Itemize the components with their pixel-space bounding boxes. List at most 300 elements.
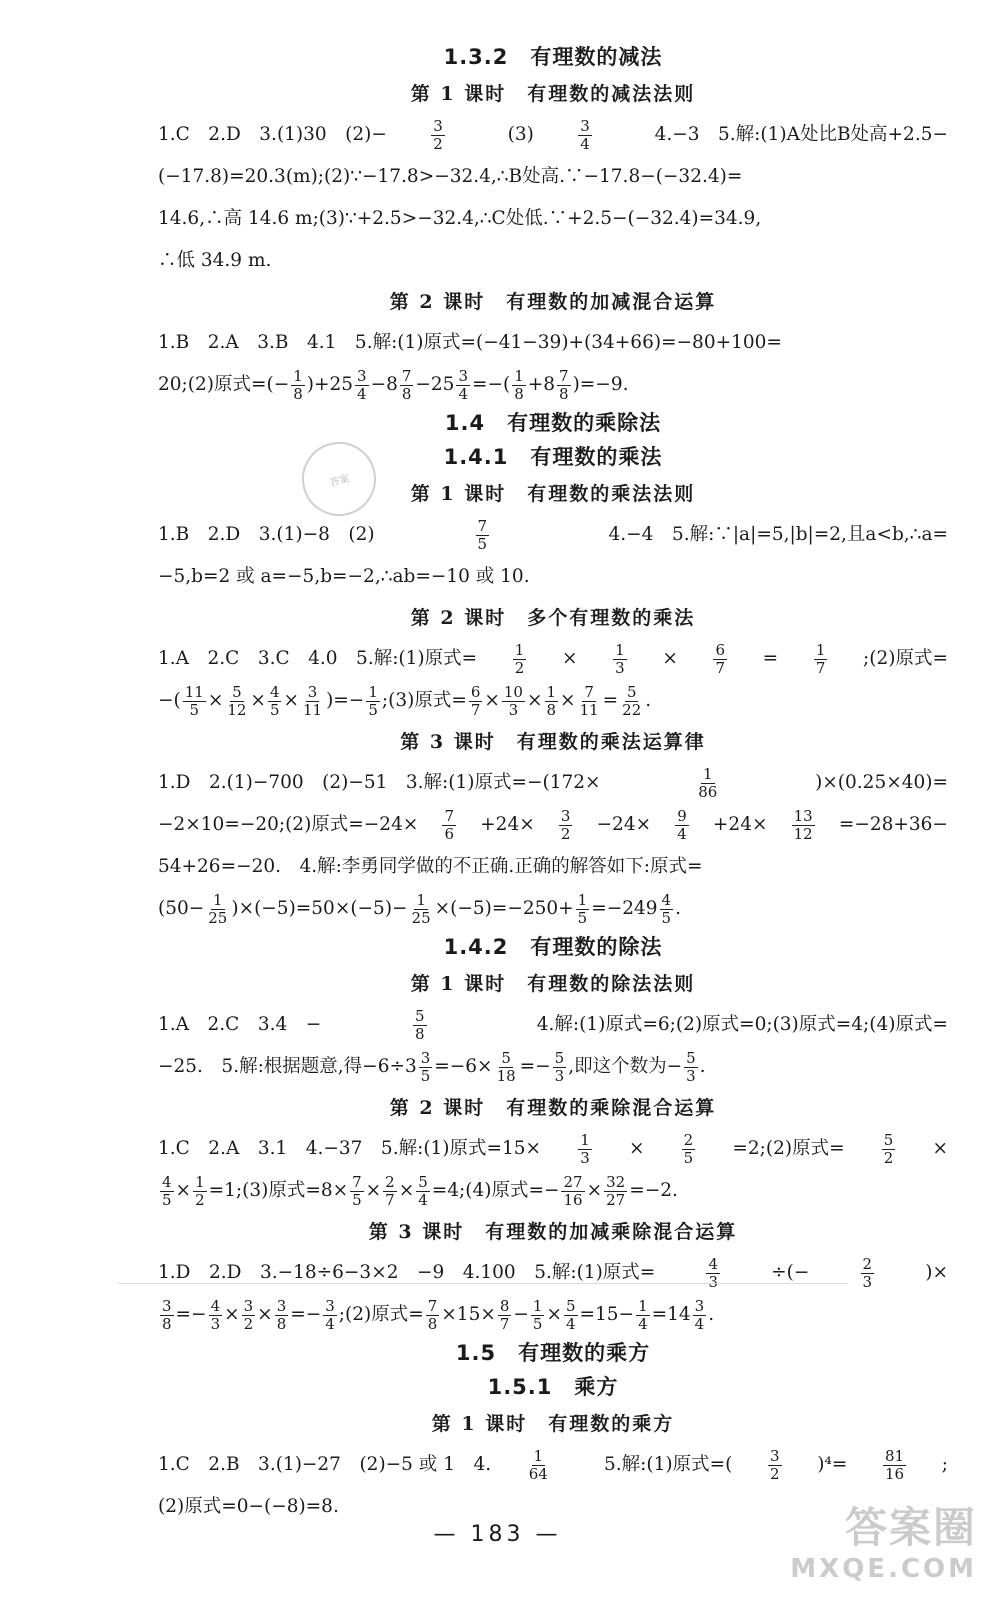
section-heading: 1.5 有理数的乘方	[455, 1341, 651, 1365]
answer-paragraph	[158, 322, 948, 406]
fraction-numerator: 1	[815, 640, 826, 659]
text-run: ×	[546, 1304, 562, 1325]
text-run: =	[602, 690, 619, 711]
text-run: ÷(−	[771, 1262, 810, 1283]
text-run: +8	[527, 374, 556, 395]
text-run: +24×	[480, 814, 535, 835]
text-run: ∴低 34.9 m.	[158, 250, 272, 271]
answer-content	[158, 40, 948, 1528]
fraction-numerator: 8	[499, 1296, 510, 1315]
text-run: ×	[398, 1180, 415, 1201]
fraction-numerator: 3	[420, 1048, 431, 1067]
fraction	[576, 892, 590, 927]
answer-line	[158, 1046, 948, 1088]
fraction-numerator: 3	[560, 806, 571, 825]
fraction	[814, 642, 828, 677]
answer-line	[158, 804, 948, 846]
fraction	[578, 118, 592, 153]
answer-line	[158, 1294, 948, 1336]
fraction-numerator: 3	[694, 1296, 705, 1315]
fraction	[559, 808, 573, 843]
fraction	[419, 1050, 433, 1085]
answer-paragraph	[158, 114, 948, 282]
watermark-line1: 答案圈	[844, 1503, 977, 1552]
fraction-denominator: 8	[427, 1314, 438, 1333]
fraction	[469, 684, 483, 719]
text-run: ;(3)原式=	[381, 690, 467, 711]
fraction	[209, 1298, 223, 1333]
fraction-numerator: 1	[638, 1296, 648, 1315]
lesson-heading: 第 1 课时 有理数的乘方	[431, 1413, 675, 1435]
fraction-denominator: 3	[615, 658, 625, 677]
text-run: 14.6,∴高 14.6 m;(3)∵+2.5>−32.4,∴C处低.∵+2.5−(−32.4)=34.9,	[158, 208, 762, 229]
fraction	[426, 1298, 440, 1333]
fraction	[242, 1298, 256, 1333]
fraction	[193, 1174, 207, 1209]
fraction	[768, 1448, 782, 1483]
divider-rule	[118, 1283, 848, 1284]
fraction-denominator: 4	[357, 384, 367, 403]
fraction-denominator: 5	[661, 908, 672, 927]
text-run: 1.D 2.D 3.−18÷6−3×2 −9 4.100 5.解:(1)原式=	[158, 1262, 656, 1283]
fraction-numerator: 4	[661, 890, 672, 909]
fraction-denominator: 27	[606, 1190, 626, 1209]
text-run: =−(	[471, 374, 511, 395]
text-run: (−17.8)=20.3(m);(2)∵−17.8>−32.4,∴B处高.∵−17.8−(−32.4)=	[158, 166, 743, 187]
fraction-numerator: 9	[677, 806, 687, 825]
fraction-numerator: 1	[195, 1172, 205, 1191]
text-run: −25	[415, 374, 455, 395]
fraction	[882, 1132, 896, 1167]
fraction-denominator: 3	[580, 1148, 590, 1167]
fraction-denominator: 3	[210, 1314, 221, 1333]
fraction-denominator: 8	[414, 1024, 425, 1043]
fraction-numerator: 32	[606, 1172, 626, 1191]
fraction-numerator: 5	[883, 1130, 894, 1149]
fraction-numerator: 3	[162, 1296, 172, 1315]
fraction-denominator: 3	[686, 1066, 696, 1085]
fraction-numerator: 27	[563, 1172, 583, 1191]
lesson-heading: 第 2 课时 多个有理数的乘法	[410, 607, 696, 629]
fraction	[183, 684, 206, 719]
text-run: =−	[290, 1304, 322, 1325]
fraction	[476, 518, 490, 553]
fraction	[456, 368, 470, 403]
fraction	[693, 1298, 707, 1333]
fraction-denominator: 2	[514, 658, 525, 677]
fraction	[160, 1298, 174, 1333]
text-run: ;(2)原式=	[338, 1304, 424, 1325]
fraction-numerator: 2	[862, 1254, 873, 1273]
fraction-numerator: 2	[683, 1130, 694, 1149]
fraction-numerator: 13	[793, 806, 813, 825]
fraction-denominator: 64	[528, 1464, 548, 1483]
answer-paragraph	[158, 638, 948, 722]
text-run: ×	[224, 1304, 240, 1325]
fraction-denominator: 4	[565, 1314, 576, 1333]
fraction-denominator: 2	[195, 1190, 205, 1209]
fraction	[442, 808, 456, 843]
fraction-numerator: 1	[213, 890, 223, 909]
fraction	[604, 1174, 627, 1209]
fraction-numerator: 1	[368, 682, 378, 701]
fraction-denominator: 7	[715, 658, 726, 677]
fraction-numerator: 3	[580, 116, 590, 135]
fraction	[561, 1174, 584, 1209]
answer-line	[158, 114, 948, 156]
fraction-denominator: 2	[560, 824, 571, 843]
text-run: .	[699, 1056, 706, 1077]
text-run: ×(−5)=−250+	[434, 898, 574, 919]
text-run: ×	[257, 1304, 273, 1325]
fraction-numerator: 1	[532, 1296, 543, 1315]
lesson-heading: 第 2 课时 有理数的乘除混合运算	[389, 1097, 717, 1119]
answer-line	[158, 1128, 948, 1170]
fraction-numerator: 4	[162, 1172, 172, 1191]
answer-line	[158, 1004, 948, 1046]
text-run: −25. 5.解:根据题意,得−6÷3	[158, 1056, 417, 1077]
fraction	[268, 684, 282, 719]
fraction-numerator: 5	[626, 682, 637, 701]
fraction	[513, 642, 527, 677]
fraction-denominator: 5	[368, 700, 378, 719]
answer-line	[158, 638, 948, 680]
text-run: =−249	[591, 898, 658, 919]
text-run: .	[708, 1304, 715, 1325]
text-run: )=−	[326, 690, 365, 711]
fraction-numerator: 5	[414, 1006, 425, 1025]
fraction-denominator: 8	[293, 384, 303, 403]
fraction-numerator: 1	[546, 682, 557, 701]
text-run: 1.B 2.D 3.(1)−8 (2)	[158, 524, 375, 545]
fraction-numerator: 7	[427, 1296, 438, 1315]
text-run: 4.−4 5.解:∵|a|=5,|b|=2,且a<b,∴a=	[590, 524, 948, 545]
text-run: =−28+36−	[838, 814, 948, 835]
fraction-numerator: 3	[325, 1296, 335, 1315]
fraction	[502, 684, 525, 719]
fraction	[620, 684, 643, 719]
text-run: =4;(4)原式=−	[431, 1180, 560, 1201]
fraction-denominator: 16	[884, 1464, 905, 1483]
fraction	[883, 1448, 906, 1483]
answer-line	[158, 846, 948, 888]
fraction-numerator: 1	[514, 640, 525, 659]
text-run: =−2.	[629, 1180, 678, 1201]
section-heading: 1.3.2 有理数的减法	[443, 45, 663, 69]
fraction	[301, 684, 324, 719]
fraction-denominator: 5	[477, 534, 488, 553]
text-run: )+25	[306, 374, 354, 395]
fraction-denominator: 4	[638, 1314, 648, 1333]
fraction-numerator: 3	[458, 366, 468, 385]
text-run: )×(−5)=50×(−5)−	[231, 898, 408, 919]
answer-line	[158, 514, 948, 556]
fraction	[792, 808, 815, 843]
answer-line	[158, 240, 948, 282]
fraction-numerator: 11	[184, 682, 204, 701]
fraction	[613, 642, 627, 677]
text-run: ×	[207, 690, 224, 711]
text-run: ×	[175, 1180, 192, 1201]
fraction	[861, 1256, 875, 1291]
fraction	[660, 892, 674, 927]
fraction	[160, 1174, 174, 1209]
fraction-denominator: 25	[411, 908, 431, 927]
fraction-numerator: 1	[293, 366, 303, 385]
lesson-heading: 第 1 课时 有理数的减法法则	[410, 83, 696, 105]
fraction-denominator: 3	[508, 700, 519, 719]
text-run: ×	[484, 690, 500, 711]
fraction-denominator: 12	[793, 824, 813, 843]
answer-line	[158, 556, 948, 598]
fraction	[275, 1298, 289, 1333]
fraction	[416, 1174, 430, 1209]
text-run: −(	[158, 690, 181, 711]
text-run: 4.解:(1)原式=6;(2)原式=0;(3)原式=4;(4)原式=	[518, 1014, 948, 1035]
fraction-numerator: 10	[503, 682, 523, 701]
answer-line	[158, 1444, 948, 1486]
fraction-denominator: 7	[470, 700, 481, 719]
text-run: =−	[175, 1304, 207, 1325]
fraction-denominator: 4	[694, 1314, 705, 1333]
text-run: .	[645, 690, 652, 711]
fraction-numerator: 7	[444, 806, 455, 825]
text-run: =−	[519, 1056, 551, 1077]
text-run: =1;(3)原式=8×	[208, 1180, 349, 1201]
answer-line	[158, 762, 948, 804]
fraction-denominator: 5	[352, 1190, 362, 1209]
text-run: ×	[283, 690, 299, 711]
answer-line	[158, 1252, 948, 1294]
text-run: −8	[370, 374, 398, 395]
text-run: ×	[586, 1180, 603, 1201]
section-heading: 1.5.1 乘方	[487, 1375, 619, 1399]
fraction	[696, 766, 719, 801]
fraction-numerator: 5	[565, 1296, 576, 1315]
fraction	[350, 1174, 364, 1209]
text-run: ;(2)原式=	[863, 648, 948, 669]
fraction-denominator: 2	[243, 1314, 254, 1333]
answer-paragraph	[158, 514, 948, 598]
section-heading: 1.4.1 有理数的乘法	[443, 445, 663, 469]
text-run: −	[513, 1304, 529, 1325]
fraction-numerator: 4	[210, 1296, 221, 1315]
text-run: ×	[250, 690, 266, 711]
watermark-logo	[787, 1502, 977, 1592]
fraction-denominator: 8	[546, 700, 557, 719]
fraction	[682, 1132, 696, 1167]
text-run: 54+26=−20. 4.解:李勇同学做的不正确.正确的解答如下:原式=	[158, 856, 703, 877]
answer-paragraph	[158, 1004, 948, 1088]
answer-line	[158, 156, 948, 198]
fraction-denominator: 4	[418, 1190, 428, 1209]
fraction	[578, 684, 601, 719]
fraction-denominator: 8	[559, 384, 569, 403]
fraction	[366, 684, 380, 719]
watermark-line2: MXQE.COM	[790, 1554, 977, 1584]
text-run: ×	[662, 648, 678, 669]
fraction-numerator: 2	[385, 1172, 395, 1191]
fraction-numerator: 1	[703, 764, 713, 783]
fraction-numerator: 4	[269, 682, 280, 701]
answer-line	[158, 364, 948, 406]
fraction	[431, 118, 445, 153]
lesson-heading: 第 3 课时 有理数的乘法运算律	[400, 731, 706, 753]
fraction	[557, 368, 571, 403]
fraction	[553, 1050, 567, 1085]
fraction-numerator: 3	[357, 366, 367, 385]
text-run: 1.A 2.C 3.C 4.0 5.解:(1)原式=	[158, 648, 478, 669]
fraction-numerator: 7	[401, 366, 412, 385]
fraction-denominator: 8	[514, 384, 524, 403]
fraction-denominator: 86	[698, 782, 718, 801]
fraction	[527, 1448, 550, 1483]
fraction-numerator: 3	[276, 1296, 287, 1315]
fraction	[291, 368, 305, 403]
fraction	[410, 892, 433, 927]
fraction-denominator: 8	[276, 1314, 287, 1333]
fraction	[495, 1050, 518, 1085]
fraction	[323, 1298, 337, 1333]
text-run: (50−	[158, 898, 205, 919]
section-heading: 1.4 有理数的乘除法	[444, 411, 662, 435]
fraction-denominator: 12	[227, 700, 247, 719]
fraction-numerator: 5	[686, 1048, 696, 1067]
answer-paragraph	[158, 762, 948, 930]
lesson-heading: 第 1 课时 有理数的除法法则	[410, 973, 696, 995]
fraction-numerator: 4	[708, 1254, 718, 1273]
fraction-denominator: 25	[208, 908, 228, 927]
answer-line	[158, 888, 948, 930]
text-run: ×	[628, 1138, 645, 1159]
fraction	[578, 1132, 592, 1167]
text-run: )×	[925, 1262, 948, 1283]
fraction	[545, 684, 559, 719]
fraction	[684, 1050, 698, 1085]
fraction-numerator: 6	[470, 682, 481, 701]
answer-paragraph	[158, 1128, 948, 1212]
text-run: (2)原式=0−(−8)=8.	[158, 1496, 339, 1517]
fraction-denominator: 5	[189, 700, 200, 719]
stamp-text: 答案	[328, 473, 351, 489]
fraction-numerator: 3	[307, 682, 318, 701]
text-run: 1.C 2.B 3.(1)−27 (2)−5 或 1 4.	[158, 1454, 492, 1475]
answer-line	[158, 680, 948, 722]
fraction-numerator: 5	[232, 682, 242, 701]
fraction-denominator: 5	[162, 1190, 172, 1209]
fraction-denominator: 8	[162, 1314, 172, 1333]
text-run: 1.B 2.A 3.B 4.1 5.解:(1)原式=(−41−39)+(34+66)=−80+100=	[158, 332, 782, 353]
fraction-denominator: 5	[532, 1314, 543, 1333]
text-run: −2×10=−20;(2)原式=−24×	[158, 814, 419, 835]
text-run: =15−	[579, 1304, 635, 1325]
text-run: =14	[651, 1304, 691, 1325]
fraction-denominator: 7	[385, 1190, 395, 1209]
fraction-denominator: 5	[577, 908, 588, 927]
text-run: ×	[932, 1138, 948, 1159]
text-run: =−6×	[434, 1056, 493, 1077]
fraction	[383, 1174, 397, 1209]
text-run: =2;(2)原式=	[732, 1138, 845, 1159]
fraction-denominator: 18	[496, 1066, 516, 1085]
answer-line	[158, 1170, 948, 1212]
fraction-denominator: 11	[579, 700, 599, 719]
fraction-numerator: 1	[580, 1130, 590, 1149]
text-run: ×15×	[441, 1304, 496, 1325]
fraction-denominator: 2	[883, 1148, 894, 1167]
fraction-denominator: 5	[683, 1148, 694, 1167]
fraction	[706, 1256, 720, 1291]
fraction-numerator: 3	[769, 1446, 780, 1465]
fraction	[636, 1298, 650, 1333]
fraction-numerator: 1	[533, 1446, 544, 1465]
fraction-denominator: 11	[303, 700, 323, 719]
text-run: 4.−3 5.解:(1)A处比B处高+2.5−	[636, 124, 948, 145]
fraction	[531, 1298, 545, 1333]
text-run: =	[762, 648, 779, 669]
text-run: 1.C 2.D 3.(1)30 (2)−	[158, 124, 387, 145]
fraction-numerator: 7	[352, 1172, 362, 1191]
fraction-numerator: 1	[416, 890, 426, 909]
lesson-heading: 第 2 课时 有理数的加减混合运算	[389, 291, 717, 313]
fraction	[713, 642, 727, 677]
text-run: 1.D 2.(1)−700 (2)−51 3.解:(1)原式=−(172×	[158, 772, 601, 793]
text-run: (3)	[489, 124, 534, 145]
fraction-numerator: 5	[501, 1048, 511, 1067]
text-run: ,即这个数为−	[568, 1056, 683, 1077]
fraction-numerator: 3	[243, 1296, 254, 1315]
text-run: )×(0.25×40)=	[815, 772, 948, 793]
text-run: ;	[941, 1454, 948, 1475]
fraction-numerator: 81	[884, 1446, 905, 1465]
text-run: −5,b=2 或 a=−5,b=−2,∴ab=−10 或 10.	[158, 566, 530, 587]
text-run: 1.C 2.A 3.1 4.−37 5.解:(1)原式=15×	[158, 1138, 542, 1159]
text-run: 20;(2)原式=(−	[158, 374, 290, 395]
fraction-numerator: 6	[715, 640, 726, 659]
fraction	[206, 892, 229, 927]
fraction-denominator: 2	[769, 1464, 780, 1483]
text-run: )=−9.	[572, 374, 629, 395]
text-run: ×	[365, 1180, 382, 1201]
fraction-denominator: 4	[458, 384, 468, 403]
fraction-denominator: 5	[269, 700, 280, 719]
text-run: −24×	[596, 814, 652, 835]
text-run: ×	[561, 648, 578, 669]
fraction-numerator: 1	[577, 890, 588, 909]
fraction-numerator: 5	[554, 1048, 565, 1067]
text-run: )⁴=	[817, 1454, 848, 1475]
fraction-denominator: 2	[433, 134, 443, 153]
fraction-denominator: 22	[622, 700, 642, 719]
fraction-denominator: 7	[499, 1314, 510, 1333]
fraction-numerator: 1	[514, 366, 524, 385]
fraction-denominator: 16	[563, 1190, 583, 1209]
fraction-denominator: 6	[444, 824, 455, 843]
lesson-heading: 第 1 课时 有理数的乘法法则	[410, 483, 696, 505]
answer-line	[158, 322, 948, 364]
text-run: 1.A 2.C 3.4 −	[158, 1014, 322, 1035]
page-number: — 183 —	[433, 1522, 562, 1547]
fraction	[512, 368, 526, 403]
text-run: .	[675, 898, 681, 919]
fraction-denominator: 4	[580, 134, 590, 153]
section-heading: 1.4.2 有理数的除法	[443, 935, 663, 959]
fraction	[400, 368, 414, 403]
fraction-denominator: 8	[401, 384, 412, 403]
answer-line	[158, 198, 948, 240]
fraction-denominator: 4	[677, 824, 687, 843]
text-run: +24×	[712, 814, 768, 835]
